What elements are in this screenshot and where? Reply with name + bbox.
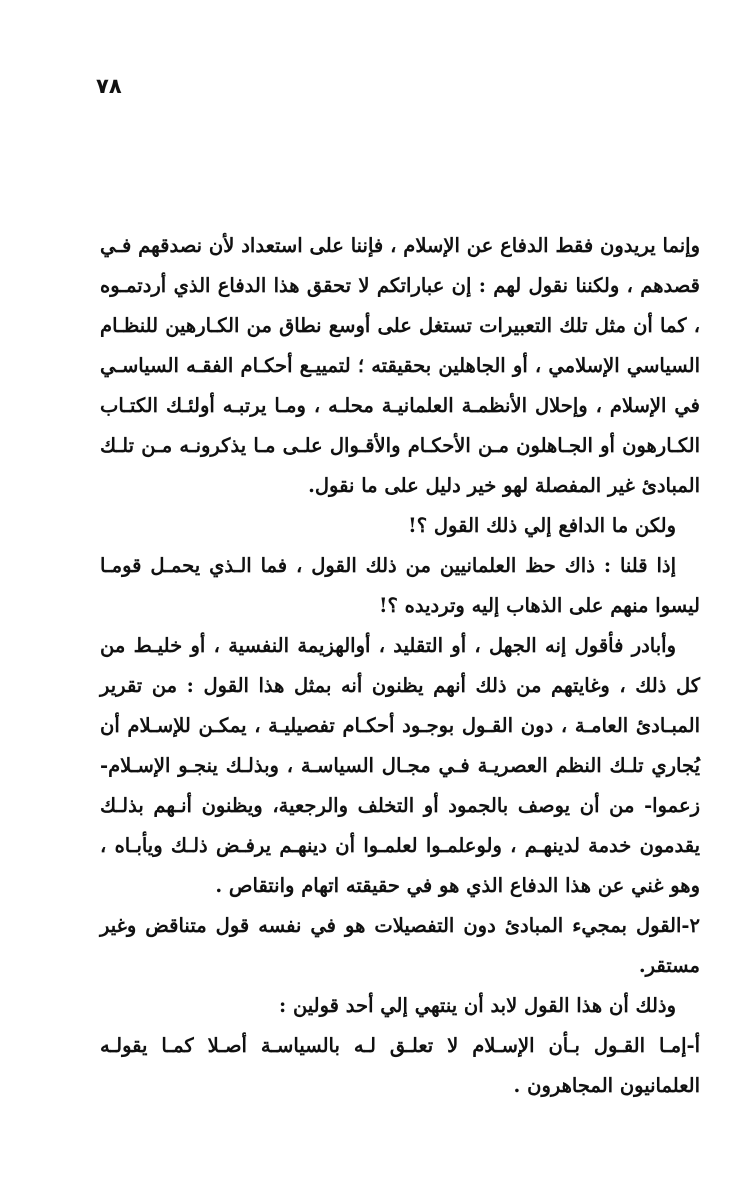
- paragraph: ٢-القول بمجيء المبادئ دون التفصيلات هو في نفسه قول متناقض وغير مستقر.: [100, 914, 700, 977]
- page-number: ٧٨: [96, 74, 122, 98]
- paragraph: وأبادر فأقول إنه الجهل ، أو التقليد ، أوالهزيمة النفسية ، أو خليـط من كل ذلك ، وغايتهم من ذلك أنهم يظنون أنه بمثل هذا القول : من تقرير المبـادئ العامـة ، دون القـول بوجـود أحكـام تفصيليـة ، يمكـن للإسـلام أن يُجاري تلـك النظم العصريـة فـي مجـال السياسـة ، وبذلـك ينجـو الإسـلام- زعموا- من أن يوصف بالجمود أو التخلف والرجعية، ويظنون أنـهم بذلـك يقدمون خدمة لدينهـم ، ولوعلمـوا لعلمـوا أن دينهـم يرفـض ذلـك ويأبـاه ، وهو غني عن هذا الدفاع الذي هو في حقيقته اتهام وانتقاص .: [100, 634, 700, 897]
- paragraph: إذا قلنا : ذاك حظ العلمانيين من ذلك القول ، فما الـذي يحمـل قومـا ليسوا منهم على الذهاب إليه وترديده ؟!: [100, 554, 700, 617]
- paragraph: أ-إمـا القـول بـأن الإسـلام لا تعلـق لـه بالسياسـة أصـلا كمـا يقولـه العلمانيون المجاهرون .: [100, 1034, 700, 1097]
- paragraph: ولكن ما الدافع إلي ذلك القول ؟!: [408, 514, 676, 537]
- paragraph: وذلك أن هذا القول لابد أن ينتهي إلي أحد قولين :: [278, 994, 676, 1017]
- page-body: [100, 226, 700, 1106]
- paragraph: وإنما يريدون فقط الدفاع عن الإسلام ، فإننا على استعداد لأن نصدقهم فـي قصدهم ، ولكننا نقول لهم : إن عباراتكم لا تحقق هذا الدفاع الذي أردتمـوه ، كما أن مثل تلك التعبيرات تستغل على أوسع نطاق من الكـارهين للنظـام السياسي الإسلامي ، أو الجاهلين بحقيقته ؛ لتمييـع أحكـام الفقـه السياسـي في الإسلام ، وإحلال الأنظمـة العلمانيـة محلـه ، ومـا يرتبـه أولئـك الكتـاب الكـارهون أو الجـاهلون مـن الأحكـام والأقـوال علـى مـا يذكرونـه مـن تلـك المبادئ غير المفصلة لهو خير دليل على ما نقول.: [100, 234, 700, 497]
